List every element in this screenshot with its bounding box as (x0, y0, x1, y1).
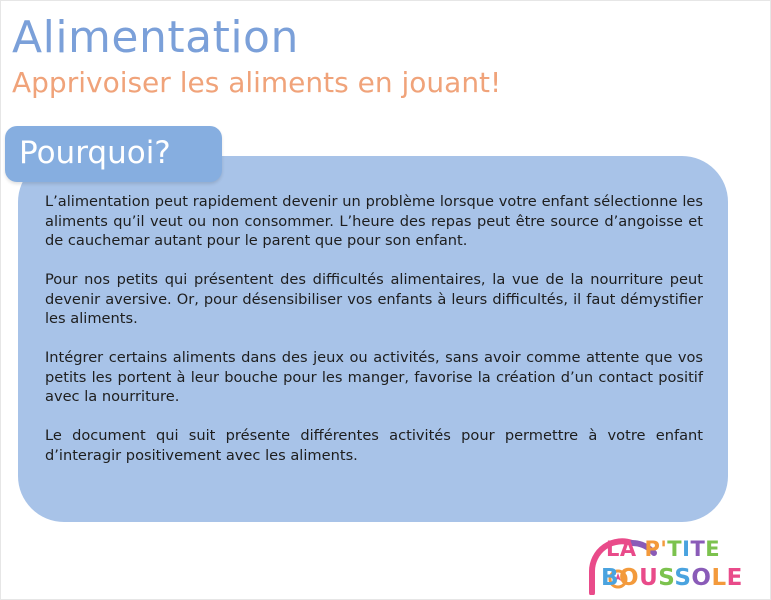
paragraph: L’alimentation peut rapidement devenir un problème lorsque votre enfant sélectionne les aliments qu’il veut ou non consommer. L’heure des repas peut être source d’angoisse et de cauchemar autant pour le parent que pour son enfant. (45, 193, 703, 249)
section-tab (5, 126, 222, 182)
page-title: Alimentation (12, 12, 299, 63)
section-heading: Pourquoi? (19, 135, 171, 171)
page-subtitle: Apprivoiser les aliments en jouant! (12, 66, 502, 99)
paragraph: Pour nos petits qui présentent des difficultés alimentaires, la vue de la nourriture peut devenir aversive. Or, pour désensibiliser vos enfants à leurs difficultés, il faut démystifier les aliments. (45, 271, 703, 327)
logo-line-2: BOUSSOLE (601, 565, 743, 591)
paragraph: Le document qui suit présente différentes activités pour permettre à votre enfant d’interagir positivement avec les aliments. (45, 427, 703, 464)
paragraph: Intégrer certains aliments dans des jeux ou activités, sans avoir comme attente que vos petits les portent à leur bouche pour les manger, favorise la création d’un contact positif avec la nourriture. (45, 349, 703, 405)
card-body (45, 192, 703, 485)
logo-line-1: LA P'TITE (606, 537, 721, 561)
brand-logo (584, 535, 764, 595)
